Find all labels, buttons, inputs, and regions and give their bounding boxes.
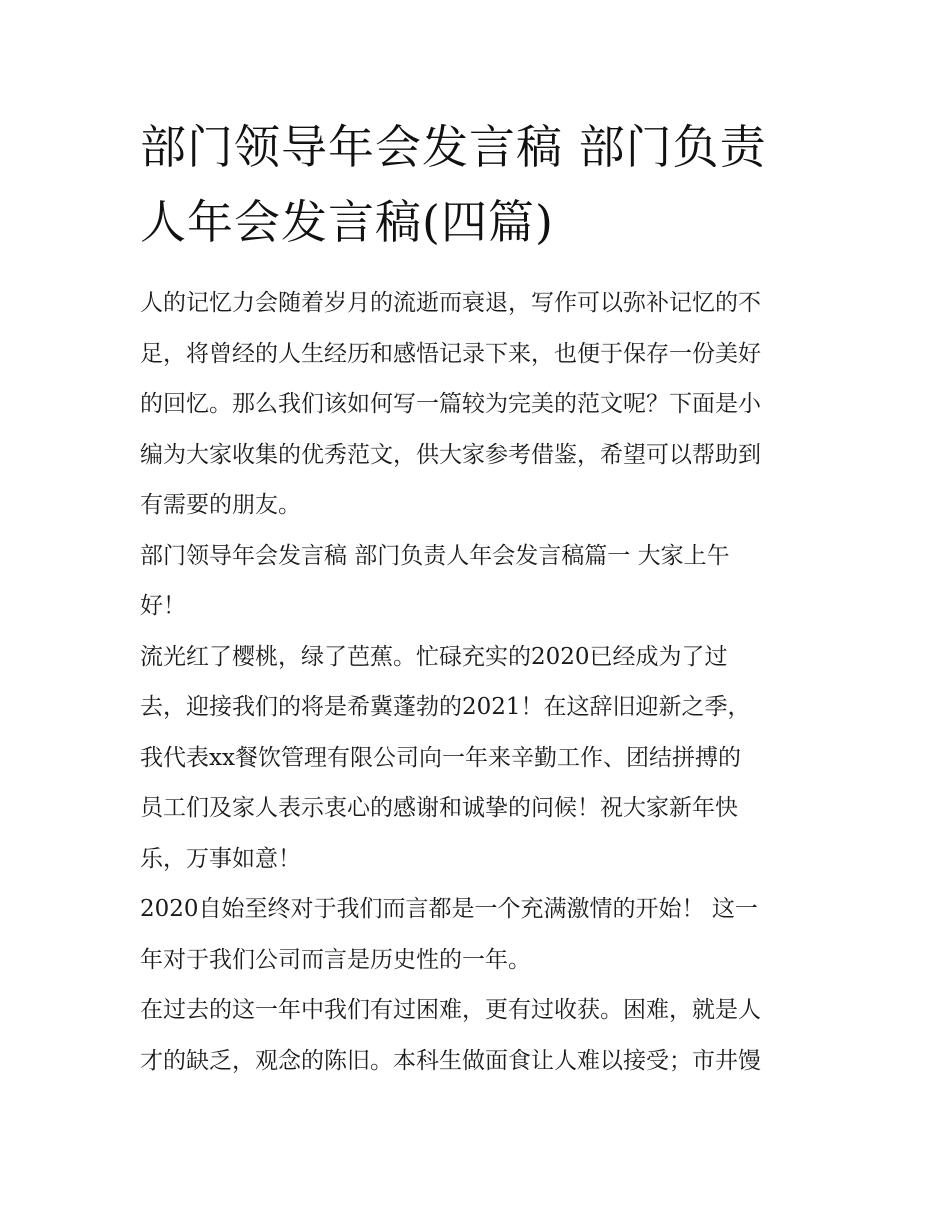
body-line: 足，将曾经的人生经历和感悟记录下来，也便于保存一份美好 — [140, 340, 761, 367]
body-line: 在过去的这一年中我们有过困难，更有过收获。困难，就是人 — [140, 997, 761, 1023]
section-heading-line: 部门领导年会发言稿 部门负责人年会发言稿篇一 大家上午 — [140, 542, 730, 569]
body-line: 年对于我们公司而言是历史性的一年。 — [140, 946, 531, 973]
document-title — [140, 110, 820, 260]
body-line: 好！ — [140, 593, 186, 619]
body-line: 的回忆。那么我们该如何写一篇较为完美的范文呢？下面是小 — [140, 391, 761, 417]
title-line-2: 人年会发言稿(四篇) — [140, 195, 554, 249]
document-body — [140, 278, 830, 1086]
body-line: 员工们及家人表示衷心的感谢和诚挚的问候！祝大家新年快 — [140, 795, 738, 821]
body-line: 有需要的朋友。 — [140, 492, 301, 518]
body-line: 流光红了樱桃，绿了芭蕉。忙碌充实的2020已经成为了过 — [140, 643, 728, 670]
title-line-1: 部门领导年会发言稿 部门负责 — [140, 120, 767, 174]
body-line: 乐，万事如意！ — [140, 845, 301, 872]
body-line: 去，迎接我们的将是希冀蓬勃的2021！在这辞旧迎新之季， — [140, 694, 751, 720]
body-line: 2020自始至终对于我们而言都是一个充满激情的开始！ 这一 — [140, 896, 758, 922]
body-line: 我代表xx餐饮管理有限公司向一年来辛勤工作、团结拼搏的 — [140, 744, 741, 771]
body-line: 编为大家收集的优秀范文，供大家参考借鉴，希望可以帮助到 — [140, 441, 761, 468]
body-line: 才的缺乏，观念的陈旧。本科生做面食让人难以接受；市井馒 — [140, 1047, 761, 1074]
body-line: 人的记忆力会随着岁月的流逝而衰退，写作可以弥补记忆的不 — [140, 290, 761, 316]
